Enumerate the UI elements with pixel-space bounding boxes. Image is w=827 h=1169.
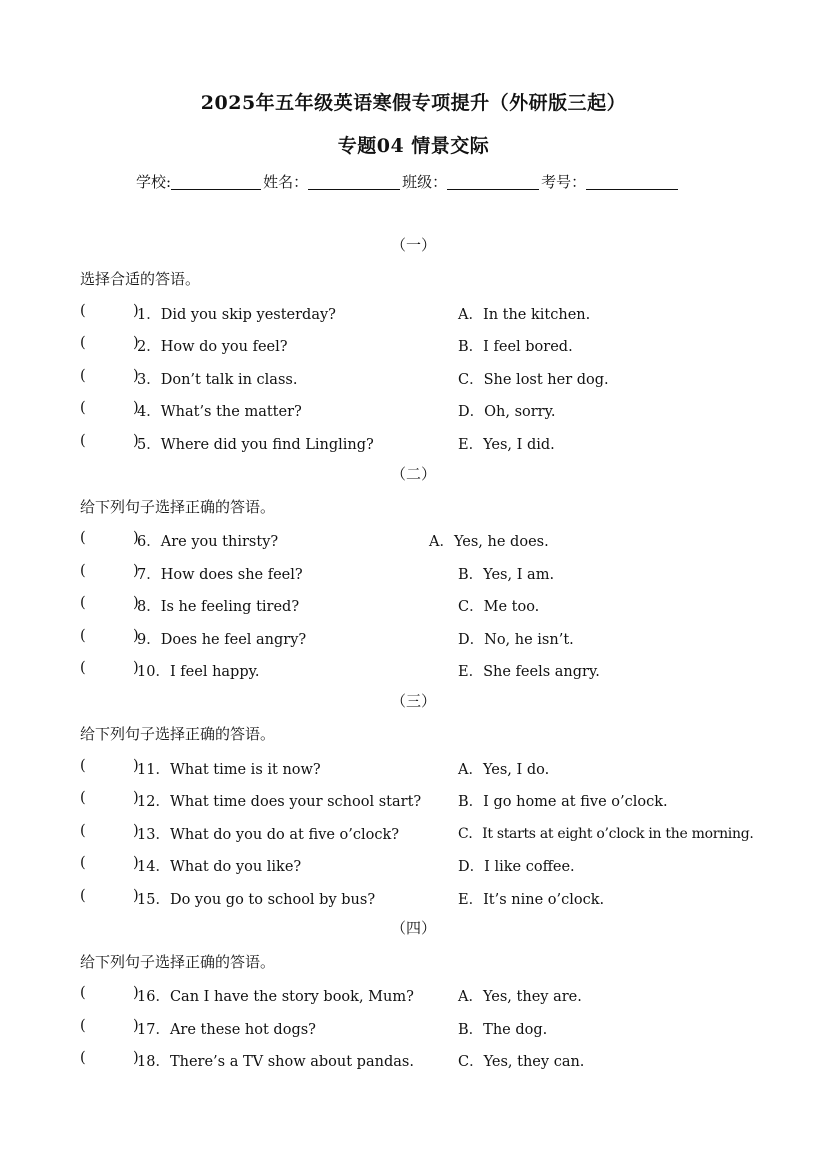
question-text: 1．Did you skip yesterday? xyxy=(137,307,336,323)
answer-option: C．Yes, they can. xyxy=(458,1054,585,1070)
question-text: 12．What time does your school start? xyxy=(137,794,422,810)
answer-paren-left[interactable]: ( xyxy=(80,790,86,806)
answer-paren-left[interactable]: ( xyxy=(80,758,86,774)
student-info-row xyxy=(136,171,680,192)
answer-option: A．Yes, I do. xyxy=(458,762,550,778)
section-instruction: 给下列句子选择正确的答语。 xyxy=(80,725,276,743)
answer-paren-left[interactable]: ( xyxy=(80,823,86,839)
answer-paren-left[interactable]: ( xyxy=(80,595,86,611)
answer-option: C．She lost her dog. xyxy=(458,372,609,388)
class-label: 班级： xyxy=(402,173,448,191)
answer-paren-right: ) xyxy=(133,985,139,1001)
question-text: 2．How do you feel? xyxy=(137,339,288,355)
question-text: 7．How does she feel? xyxy=(137,567,303,583)
question-text: 5．Where did you find Lingling? xyxy=(137,437,374,453)
answer-paren-right: ) xyxy=(133,433,139,449)
answer-paren-left[interactable]: ( xyxy=(80,530,86,546)
answer-paren-right: ) xyxy=(133,563,139,579)
answer-option: B．The dog. xyxy=(458,1022,548,1038)
answer-option: A．Yes, he does. xyxy=(429,534,549,550)
answer-paren-right: ) xyxy=(133,758,139,774)
answer-paren-right: ) xyxy=(133,595,139,611)
answer-option: B．Yes, I am. xyxy=(458,567,555,583)
answer-option: D．I like coffee. xyxy=(458,859,575,875)
answer-paren-right: ) xyxy=(133,335,139,351)
answer-option: D．Oh, sorry. xyxy=(458,404,556,420)
answer-option: B．I feel bored. xyxy=(458,339,573,355)
answer-paren-right: ) xyxy=(133,1018,139,1034)
question-text: 6．Are you thirsty? xyxy=(137,534,279,550)
section-heading: （一） xyxy=(390,236,436,254)
answer-paren-left[interactable]: ( xyxy=(80,563,86,579)
question-text: 8．Is he feeling tired? xyxy=(137,599,300,615)
question-text: 18．There’s a TV show about pandas. xyxy=(137,1054,414,1070)
page-subtitle: 专题04 情景交际 xyxy=(337,135,490,157)
class-field[interactable] xyxy=(447,173,539,190)
question-text: 3．Don’t talk in class. xyxy=(137,372,298,388)
answer-paren-left[interactable]: ( xyxy=(80,985,86,1001)
answer-option: E．Yes, I did. xyxy=(458,437,555,453)
question-text: 9．Does he feel angry? xyxy=(137,632,307,648)
answer-paren-left[interactable]: ( xyxy=(80,335,86,351)
answer-paren-left[interactable]: ( xyxy=(80,888,86,904)
school-field[interactable] xyxy=(171,173,261,190)
answer-option: D．No, he isn’t. xyxy=(458,632,574,648)
answer-paren-right: ) xyxy=(133,400,139,416)
section-heading: （四） xyxy=(390,919,436,937)
section-heading: （三） xyxy=(390,692,436,710)
section-heading: （二） xyxy=(390,465,436,483)
question-text: 10．I feel happy. xyxy=(137,664,260,680)
answer-paren-left[interactable]: ( xyxy=(80,628,86,644)
school-label: 学校: xyxy=(136,173,172,191)
name-field[interactable] xyxy=(308,173,400,190)
section-instruction: 给下列句子选择正确的答语。 xyxy=(80,498,276,516)
answer-paren-left[interactable]: ( xyxy=(80,368,86,384)
section-instruction: 选择合适的答语。 xyxy=(80,270,201,288)
answer-paren-left[interactable]: ( xyxy=(80,400,86,416)
answer-paren-right: ) xyxy=(133,1050,139,1066)
answer-option: E．It’s nine o’clock. xyxy=(458,892,605,908)
answer-option: B．I go home at five o’clock. xyxy=(458,794,668,810)
answer-paren-right: ) xyxy=(133,628,139,644)
answer-paren-left[interactable]: ( xyxy=(80,1018,86,1034)
answer-paren-left[interactable]: ( xyxy=(80,433,86,449)
page-title: 2025年五年级英语寒假专项提升（外研版三起） xyxy=(200,92,627,114)
name-label: 姓名： xyxy=(263,173,309,191)
answer-option: A．In the kitchen. xyxy=(458,307,591,323)
question-text: 14．What do you like? xyxy=(137,859,302,875)
question-text: 17．Are these hot dogs? xyxy=(137,1022,316,1038)
answer-option: A．Yes, they are. xyxy=(458,989,582,1005)
question-text: 11．What time is it now? xyxy=(137,762,321,778)
question-text: 16．Can I have the story book, Mum? xyxy=(137,989,414,1005)
answer-paren-left[interactable]: ( xyxy=(80,1050,86,1066)
question-text: 4．What’s the matter? xyxy=(137,404,302,420)
answer-paren-right: ) xyxy=(133,855,139,871)
question-text: 13．What do you do at five o’clock? xyxy=(137,827,400,843)
question-text: 15．Do you go to school by bus? xyxy=(137,892,376,908)
answer-option: C．Me too. xyxy=(458,599,540,615)
answer-paren-right: ) xyxy=(133,368,139,384)
answer-paren-right: ) xyxy=(133,660,139,676)
answer-paren-right: ) xyxy=(133,303,139,319)
answer-paren-right: ) xyxy=(133,790,139,806)
answer-paren-left[interactable]: ( xyxy=(80,303,86,319)
answer-paren-left[interactable]: ( xyxy=(80,660,86,676)
answer-option: C．It starts at eight o’clock in the morning. xyxy=(458,826,754,842)
section-instruction: 给下列句子选择正确的答语。 xyxy=(80,953,276,971)
answer-paren-right: ) xyxy=(133,530,139,546)
answer-paren-right: ) xyxy=(133,823,139,839)
exam-number-field[interactable] xyxy=(586,173,678,190)
answer-option: E．She feels angry. xyxy=(458,664,600,680)
exam-number-label: 考号： xyxy=(541,173,587,191)
answer-paren-left[interactable]: ( xyxy=(80,855,86,871)
answer-paren-right: ) xyxy=(133,888,139,904)
